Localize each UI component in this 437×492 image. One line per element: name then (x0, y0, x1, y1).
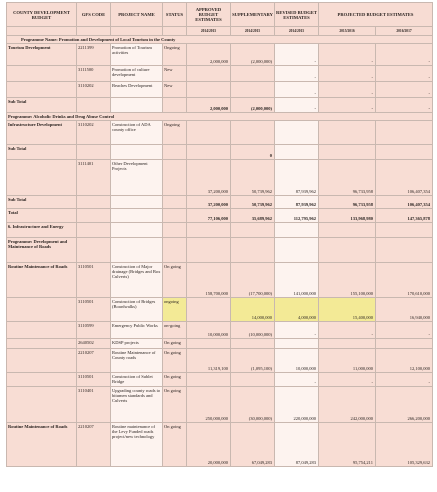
revised-value: 87,049,283 (275, 423, 319, 467)
gfs-code: 3110202 (77, 82, 111, 98)
subtotal-proj2: - (376, 98, 433, 113)
gfs-code: 3110202 (77, 121, 111, 145)
proj2-value: - (376, 44, 433, 66)
supp-value: (1,095,100) (231, 349, 275, 373)
project-name: Other Development Projects (111, 160, 163, 196)
status: on-going (163, 322, 187, 339)
approved-value: 250,000,000 (187, 387, 231, 423)
gfs-code: 2211399 (77, 44, 111, 66)
gfs-code: 3110401 (77, 387, 111, 423)
total-proj2: 147,365,878 (376, 209, 433, 223)
revised-value: 87,939,962 (275, 160, 319, 196)
budget-label: Routine Maintenance of Roads (7, 423, 77, 467)
budget-label: Tourism Development (7, 44, 77, 66)
project-name: KDSP projects (111, 339, 163, 349)
project-name: Construction of Bridges (Boardwalks) (111, 298, 163, 322)
subtotal-revised: - (275, 98, 319, 113)
year-approved: 2014/2015 (187, 27, 231, 36)
total-approved: 77,106,000 (187, 209, 231, 223)
header-approved: APPROVED BUDGET ESTIMATES (187, 3, 231, 27)
subtotal-supp: (2,000,000) (231, 98, 275, 113)
project-name: Emergency Public Works (111, 322, 163, 339)
proj2-value: - (376, 322, 433, 339)
programme-roads: Programme: Development and Maintenance of Roads (7, 238, 77, 263)
project-name: Promotion of culture development (111, 66, 163, 82)
proj1-value: 242,000,000 (319, 387, 376, 423)
status: On going (163, 373, 187, 387)
revised-value: - (275, 44, 319, 66)
subtotal-proj2: 106,407,354 (376, 196, 433, 209)
header-revised: REVISED BUDGET ESTIMATES (275, 3, 319, 27)
approved-value: 10,000,000 (187, 322, 231, 339)
year-supplementary: 2014/2015 (231, 27, 275, 36)
gfs-code: 3110501 (77, 373, 111, 387)
revised-value: 4,000,000 (275, 298, 319, 322)
proj1-value: 11,000,000 (319, 349, 376, 373)
project-name: Construction of Major drainage (Bridges and Box Culverts) (111, 263, 163, 298)
gfs-code: 3110501 (77, 263, 111, 298)
proj1-value: - (319, 66, 376, 82)
revised-value: - (275, 82, 319, 98)
programme-tourism: Programme Name: Promotion and Development of Local Tourism in the County (7, 36, 433, 44)
programme-alcohol: Programme: Alcoholic Drinks and Drug Abuse Control (7, 113, 433, 121)
supp-value: (30,000,000) (231, 387, 275, 423)
project-name: Upgrading county roads to bitumen standards and Culverts (111, 387, 163, 423)
supp-value: 50,739,962 (231, 160, 275, 196)
year-projected-1: 2015/2016 (319, 27, 376, 36)
revised-value: - (275, 322, 319, 339)
header-status: STATUS (163, 3, 187, 27)
budget-label: Infrastructure Development (7, 121, 77, 145)
revised-value: 10,000,000 (275, 349, 319, 373)
section-infrastructure: 6. Infrastructure and Energy (7, 223, 77, 238)
header-county-budget: COUNTY DEVELOPMENT BUDGET (7, 3, 77, 27)
revised-value: 220,000,000 (275, 387, 319, 423)
subtotal-label: Sub Total (7, 196, 77, 209)
header-gfs-code: GFS CODE (77, 3, 111, 27)
supp-value: (17,700,000) (231, 263, 275, 298)
gfs-code: 3111401 (77, 160, 111, 196)
gfs-code: 2640502 (77, 339, 111, 349)
subtotal-approved: 2,000,000 (187, 98, 231, 113)
subtotal-approved: 37,200,000 (187, 196, 231, 209)
approved-value: 20,000,000 (187, 423, 231, 467)
proj2-value: 170,610,000 (376, 263, 433, 298)
project-name: Routine Maintenance of County roads (111, 349, 163, 373)
proj2-value: 16,940,000 (376, 298, 433, 322)
proj1-value: 155,100,000 (319, 263, 376, 298)
proj1-value: - (319, 373, 376, 387)
supp-value: 14,000,000 (231, 298, 275, 322)
budget-table (6, 2, 433, 467)
total-proj1: 133,968,980 (319, 209, 376, 223)
gfs-code: 2210207 (77, 349, 111, 373)
subtotal-label: Sub Total (7, 98, 77, 113)
proj2-value: 12,100,000 (376, 349, 433, 373)
proj2-value: - (376, 66, 433, 82)
subtotal-label: Sub Total (7, 145, 77, 160)
project-name: Promotion of Tourism activities (111, 44, 163, 66)
subtotal-supp: 0 (231, 145, 275, 160)
proj1-value: 96,733,958 (319, 160, 376, 196)
revised-value: 141,000,000 (275, 263, 319, 298)
revised-value: - (275, 66, 319, 82)
supp-value: 67,049,283 (231, 423, 275, 467)
status: New (163, 82, 187, 98)
proj2-value: 106,407,354 (376, 160, 433, 196)
proj2-value: 266,200,000 (376, 387, 433, 423)
total-revised: 112,795,962 (275, 209, 319, 223)
approved-value: 37,200,000 (187, 160, 231, 196)
approved-value: 158,700,000 (187, 263, 231, 298)
header-projected: PROJECTED BUDGET ESTIMATES (319, 3, 433, 27)
subtotal-proj1: - (319, 98, 376, 113)
gfs-code: 2210207 (77, 423, 111, 467)
project-name: Beaches Development (111, 82, 163, 98)
status: On going (163, 339, 187, 349)
proj2-value: - (376, 82, 433, 98)
subtotal-revised: 87,939,962 (275, 196, 319, 209)
approved-value: 2,000,000 (187, 44, 231, 66)
total-label: Total (7, 209, 77, 223)
header-project-name: PROJECT NAME (111, 3, 163, 27)
project-name: Routine maintenance of the Levy Funded roads project/new technology (111, 423, 163, 467)
status: New (163, 66, 187, 82)
proj1-value: 95,754,211 (319, 423, 376, 467)
supp-value: (10,000,000) (231, 322, 275, 339)
proj1-value: 15,400,000 (319, 298, 376, 322)
status: On going (163, 387, 187, 423)
supp-value: (2,000,000) (231, 44, 275, 66)
status: ongoing (163, 298, 187, 322)
year-revised: 2014/2015 (275, 27, 319, 36)
proj1-value: - (319, 44, 376, 66)
proj1-value: - (319, 322, 376, 339)
project-name: Construction of ADA county office (111, 121, 163, 145)
header-supplementary: SUPPLEMENTARY (231, 3, 275, 27)
status: On going (163, 423, 187, 467)
year-projected-2: 2016/2017 (376, 27, 433, 36)
status: On going (163, 263, 187, 298)
proj2-value: 105,329,632 (376, 423, 433, 467)
total-supp: 35,689,962 (231, 209, 275, 223)
subtotal-proj1: 96,733,958 (319, 196, 376, 209)
proj1-value: - (319, 82, 376, 98)
revised-value: - (275, 373, 319, 387)
subtotal-supp: 50,739,962 (231, 196, 275, 209)
status: Ongoing (163, 44, 187, 66)
budget-label: Routine Maintenance of Roads (7, 263, 77, 298)
gfs-code: 3111500 (77, 66, 111, 82)
gfs-code: 3110501 (77, 298, 111, 322)
status: On going (163, 349, 187, 373)
project-name: Construction of Sublet Bridge (111, 373, 163, 387)
proj2-value: - (376, 373, 433, 387)
status: Ongoing (163, 121, 187, 145)
approved-value: 11,319,100 (187, 349, 231, 373)
gfs-code: 3110599 (77, 322, 111, 339)
